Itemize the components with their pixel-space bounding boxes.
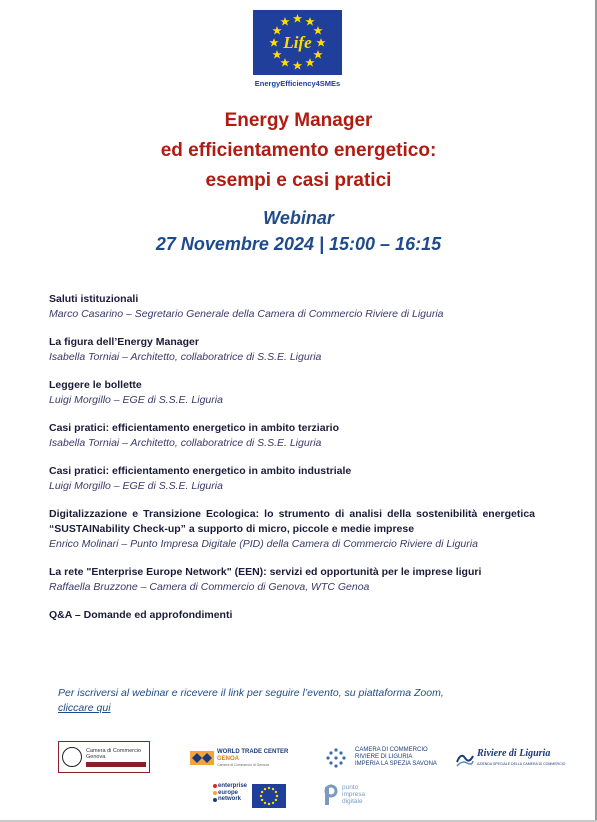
agenda-item <box>49 565 535 595</box>
life-logo-text: Life <box>283 33 312 52</box>
camera-commercio-genova-logo: Camera di Commercio Genova <box>58 741 150 773</box>
life-logo <box>253 10 342 75</box>
dots-grid-icon <box>325 747 347 769</box>
webinar-label: Webinar <box>263 208 334 228</box>
agenda-item <box>49 292 535 322</box>
agenda-item <box>49 335 535 365</box>
camera-commercio-riviere-logo: CAMERA DI COMMERCIO RIVIERE DI LIGURIA IMPERIA LA SPEZIA SAVONA <box>325 745 435 771</box>
agenda-item-title: Saluti istituzionali <box>49 293 139 305</box>
wtc-genoa-logo: WORLD TRADE CENTER GENOA Camera di Commercio di Genova <box>190 749 290 769</box>
riviere-di-liguria-logo: Riviere di Liguria AZIENDA SPECIALE DELLA CAMERA DI COMMERCIO <box>455 745 555 771</box>
agenda-item-title: Digitalizzazione e Transizione Ecologica: lo strumento di analisi della sostenibilità energetica “SUSTAINability Check-up” a supporto di micro, piccole e medie imprese <box>49 508 535 535</box>
agenda-item <box>49 421 535 451</box>
title-line-2: ed efficientamento energetico: <box>160 140 437 161</box>
registration-note <box>58 686 538 716</box>
agenda-item-speaker: Raffaella Bruzzone – Camera di Commercio di Genova, WTC Genoa <box>49 581 370 593</box>
agenda-item-title: Casi pratici: efficientamento energetico in ambito terziario <box>49 422 339 434</box>
seal-icon <box>62 747 82 767</box>
agenda-item-speaker: Luigi Morgillo – EGE di S.S.E. Liguria <box>49 394 223 406</box>
een-logo: enterprise europe network <box>212 781 248 807</box>
life-logo-subtitle: EnergyEfficiency4SMEs <box>254 79 341 88</box>
title-line-1: Energy Manager <box>224 110 373 131</box>
agenda-item-speaker: Isabella Torniai – Architetto, collaboratrice di S.S.E. Liguria <box>49 437 322 449</box>
agenda-item <box>49 464 535 494</box>
registration-link[interactable]: cliccare qui <box>58 702 111 714</box>
event-date-time: 27 Novembre 2024 | 15:00 – 16:15 <box>155 234 442 254</box>
agenda-item <box>49 507 535 552</box>
eu-flag-logo <box>252 784 286 808</box>
eu-stars-icon <box>253 10 342 75</box>
agenda-item-speaker: Luigi Morgillo – EGE di S.S.E. Liguria <box>49 480 223 492</box>
agenda-item <box>49 378 535 408</box>
eu-flag-icon <box>252 784 286 808</box>
agenda-item-speaker: Isabella Torniai – Architetto, collaboratrice di S.S.E. Liguria <box>49 351 322 363</box>
wave-icon <box>455 748 475 768</box>
pid-icon <box>322 781 338 807</box>
agenda-item-title: La figura dell’Energy Manager <box>49 336 199 348</box>
agenda-item <box>49 608 535 623</box>
wtc-icon <box>190 751 214 765</box>
title-line-3: esempi e casi pratici <box>205 170 392 191</box>
agenda-item-title: Leggere le bollette <box>49 379 142 391</box>
agenda-item-title: Casi pratici: efficientamento energetico in ambito industriale <box>49 465 352 477</box>
registration-text: Per iscriversi al webinar e ricevere il link per seguire l’evento, su piattaforma Zoom, <box>58 687 444 699</box>
punto-impresa-digitale-logo: punto impresa digitale <box>322 781 382 809</box>
agenda-item-title: Q&A – Domande ed approfondimenti <box>49 609 233 621</box>
agenda-item-speaker: Marco Casarino – Segretario Generale della Camera di Commercio Riviere di Liguria <box>49 308 444 320</box>
agenda-list <box>49 292 535 636</box>
agenda-item-speaker: Enrico Molinari – Punto Impresa Digitale (PID) della Camera di Commercio Riviere di Liguria <box>49 538 478 550</box>
agenda-item-title: La rete "Enterprise Europe Network" (EEN): servizi ed opportunità per le imprese liguri <box>49 566 482 578</box>
